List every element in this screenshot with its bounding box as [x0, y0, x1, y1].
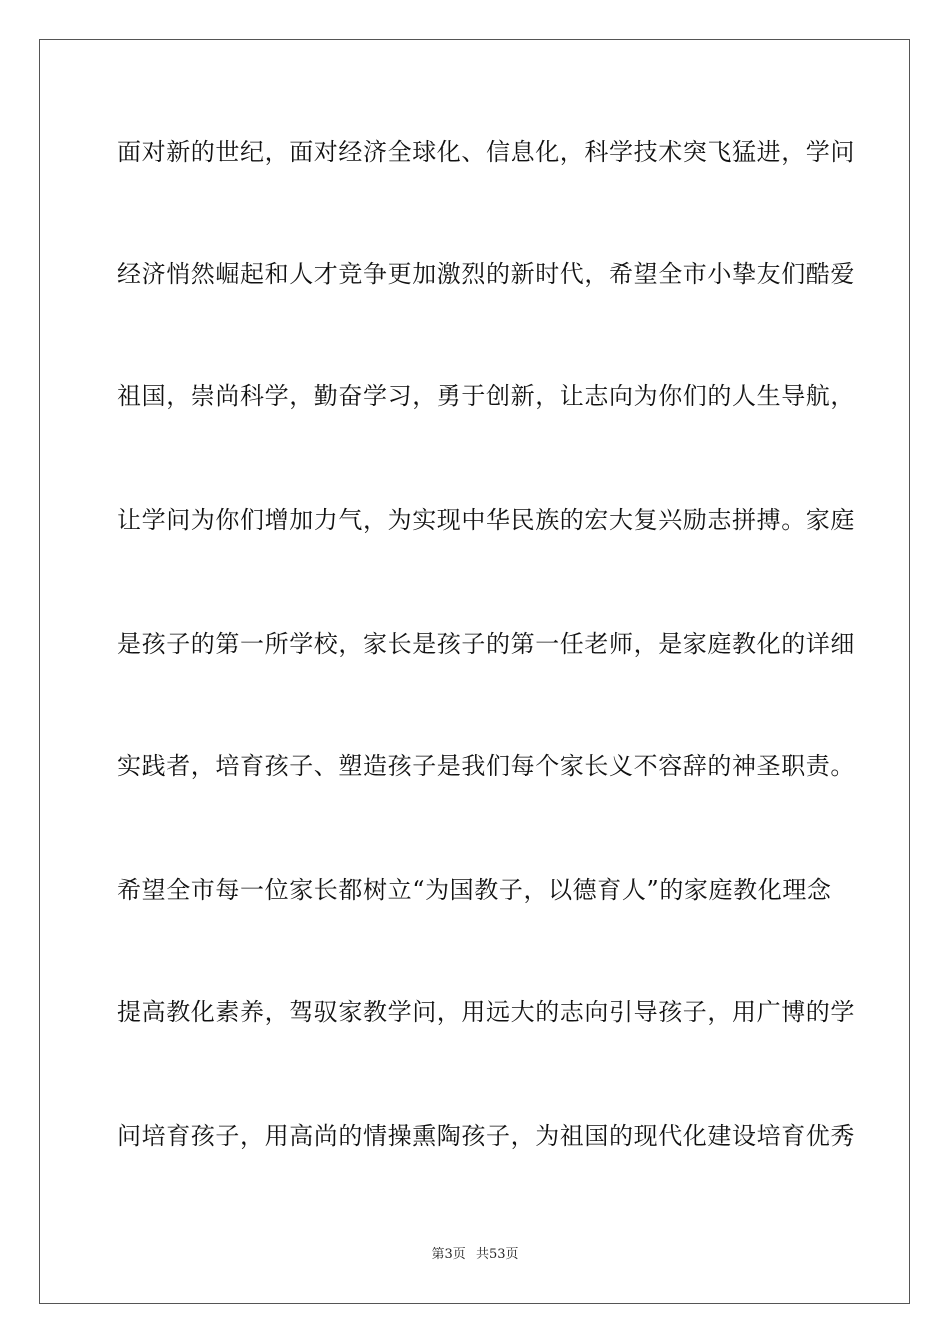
- text-line: 希望全市每一位家长都树立“为国教子，以德育人”的家庭教化理念: [117, 876, 832, 904]
- text-line: 实践者，培育孩子、塑造孩子是我们每个家长义不容辞的神圣职责。: [117, 752, 855, 780]
- text-line: 经济悄然崛起和人才竞争更加激烈的新时代，希望全市小挚友们酷爱: [117, 260, 855, 288]
- total-pages: 共53页: [475, 1247, 519, 1262]
- page-border: [39, 39, 910, 1304]
- text-line: 让学问为你们增加力气，为实现中华民族的宏大复兴励志拼搏。家庭: [117, 506, 855, 534]
- text-line: 面对新的世纪，面对经济全球化、信息化，科学技术突飞猛进，学问: [117, 138, 855, 166]
- text-line: 祖国，崇尚科学，勤奋学习，勇于创新，让志向为你们的人生导航，: [117, 382, 855, 410]
- text-line: 提高教化素养，驾驭家教学问，用远大的志向引导孩子，用广博的学: [117, 998, 855, 1026]
- text-line: 是孩子的第一所学校，家长是孩子的第一任老师，是家庭教化的详细: [117, 630, 855, 658]
- page-number: 第3页: [431, 1247, 466, 1262]
- page-footer: [0, 1246, 950, 1264]
- text-line: 问培育孩子，用高尚的情操熏陶孩子，为祖国的现代化建设培育优秀: [117, 1122, 855, 1150]
